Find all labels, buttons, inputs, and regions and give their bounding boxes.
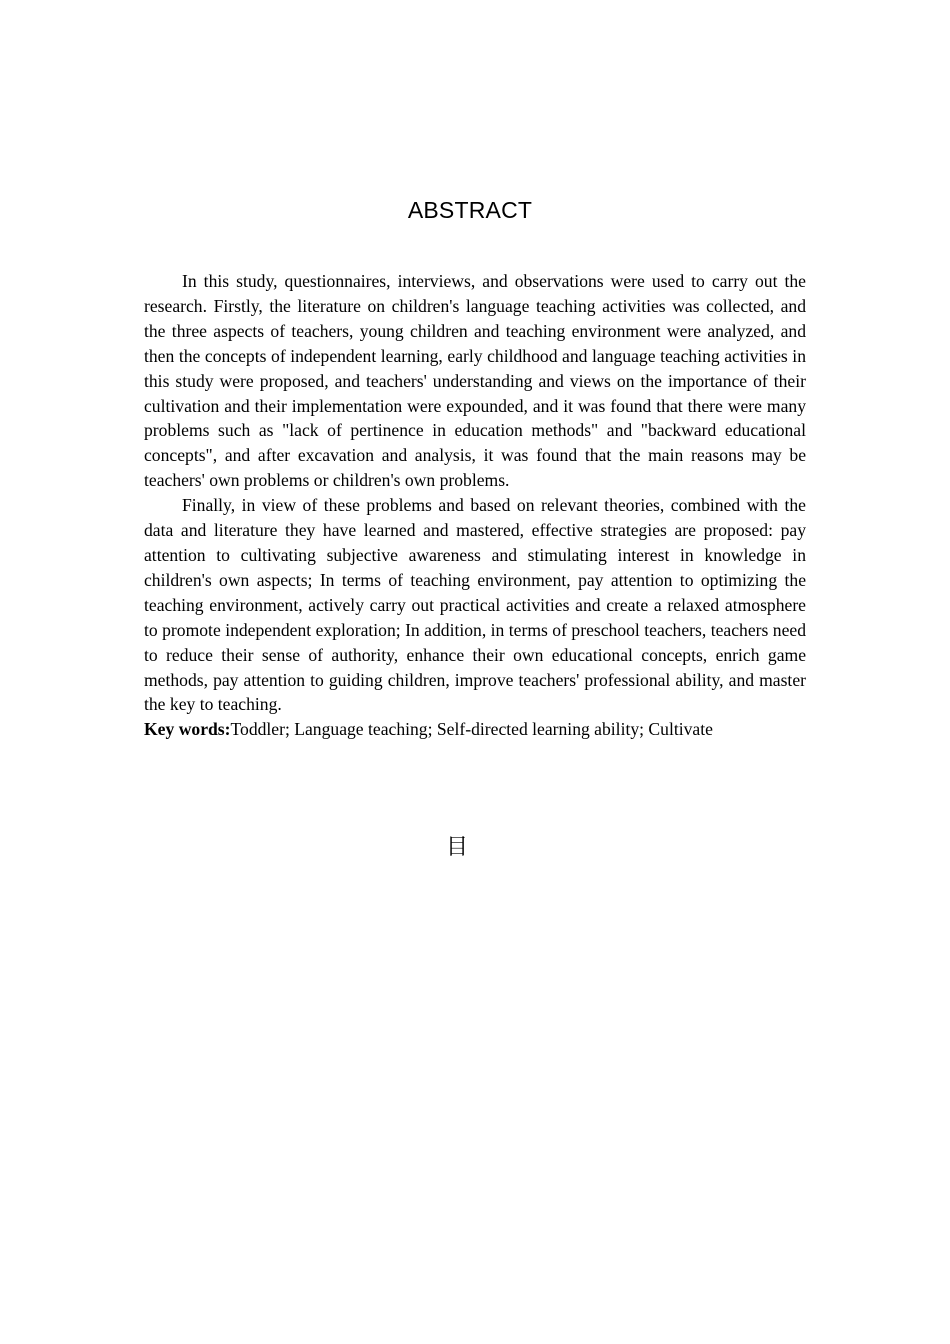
toc-heading-fragment: 目 xyxy=(445,835,468,860)
abstract-paragraph-2: Finally, in view of these problems and based on relevant theories, combined with the data and literature they have learned and mastered, effective strategies are proposed: pay attention to cultivating subjective awareness and stimulating interest in knowledge in children's own aspects; In terms of teaching environment, pay attention to optimizing the teaching environment, actively carry out practical activities and create a relaxed atmosphere to promote independent exploration; In addition, in terms of preschool teachers, teachers need to reduce their sense of authority, enhance their own educational concepts, enrich game methods, pay attention to guiding children, improve teachers' professional ability, and master the key to teaching. xyxy=(144,495,806,715)
keywords-label: Key words: xyxy=(144,719,231,740)
abstract-paragraph-1: In this study, questionnaires, interviews, and observations were used to carry out the research. Firstly, the literature on children's language teaching activities was collected, and the three aspects of teachers, young children and teaching environment were analyzed, and then the concepts of independent learning, early childhood and language teaching activities in this study were proposed, and teachers' understanding and views on the importance of their cultivation and their implementation were expounded, and it was found that there were many problems such as "lack of pertinence in education methods" and "backward educational concepts", and after excavation and analysis, it was found that the main reasons may be teachers' own problems or children's own problems. xyxy=(144,271,806,491)
abstract-title: ABSTRACT xyxy=(407,197,533,223)
abstract-body xyxy=(144,269,806,742)
keywords-line xyxy=(144,717,806,742)
keywords-text: Toddler; Language teaching; Self-directed learning ability; Cultivate xyxy=(230,719,713,740)
